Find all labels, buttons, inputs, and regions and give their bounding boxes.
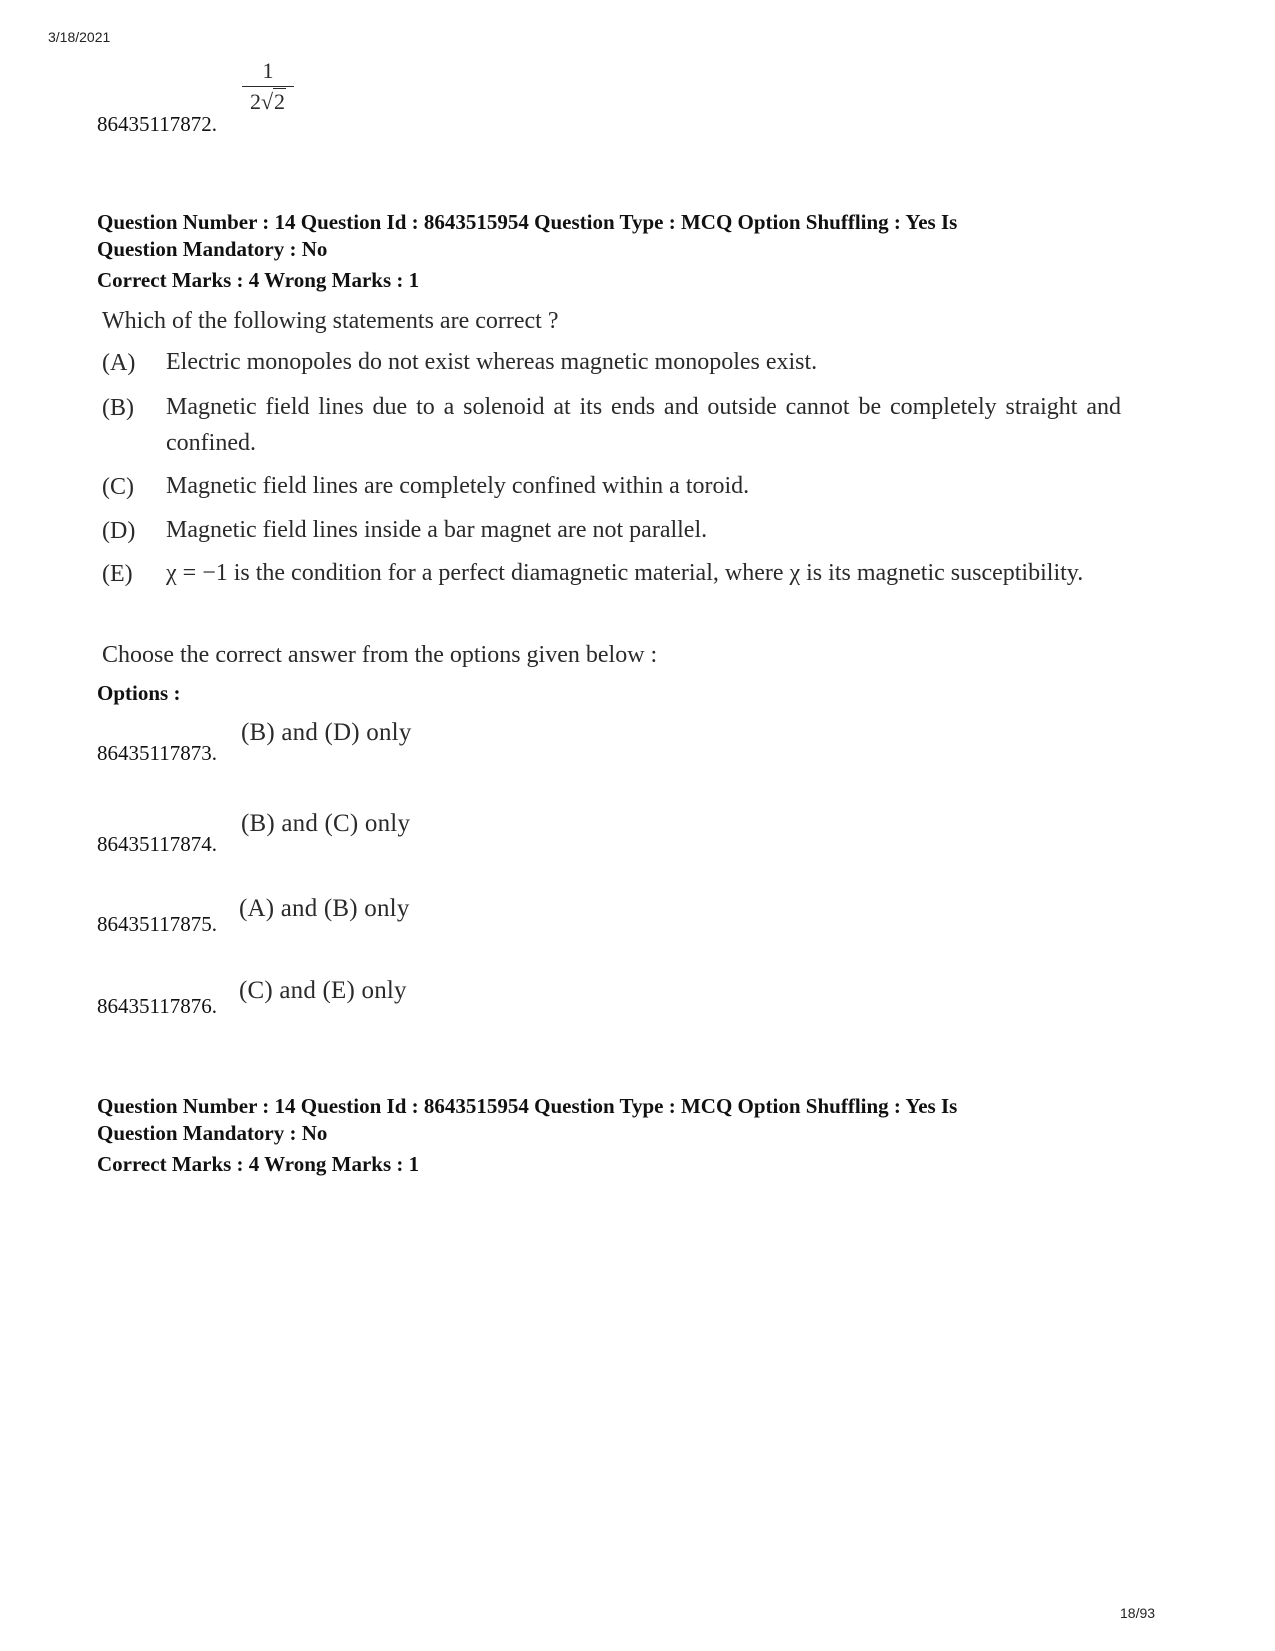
- fraction-denominator: [240, 89, 296, 115]
- next-question-marks: Correct Marks : 4 Wrong Marks : 1: [97, 1152, 420, 1176]
- statement-text: Magnetic field lines due to a solenoid at its ends and outside cannot be completely straight and confined.: [166, 394, 1121, 456]
- statement-text: χ = −1 is the condition for a perfect diamagnetic material, where χ is its magnetic susceptibility.: [166, 560, 1084, 586]
- radicand: 2: [274, 89, 286, 114]
- print-date: 3/18/2021: [48, 29, 111, 45]
- option-id: 86435117876.: [97, 994, 217, 1018]
- question-meta-line-1: Question Number : 14 Question Id : 8643515954 Question Type : MCQ Option Shuffling : Yes Is: [97, 1094, 958, 1118]
- option-text: (B) and (C) only: [241, 810, 411, 837]
- option-text: (B) and (D) only: [241, 719, 412, 746]
- denominator-coefficient: 2: [249, 89, 261, 114]
- previous-option-id: 86435117872.: [97, 112, 217, 136]
- fraction-numerator: 1: [262, 58, 274, 83]
- statement-label: (C): [102, 474, 134, 500]
- statement-label: (E): [102, 561, 133, 587]
- option-id: 86435117874.: [97, 832, 217, 856]
- statement-text: Electric monopoles do not exist whereas magnetic monopoles exist.: [166, 349, 818, 375]
- option-id: 86435117875.: [97, 912, 217, 936]
- statement-label: (D): [102, 518, 136, 544]
- option-text: (C) and (E) only: [239, 977, 407, 1004]
- statement-text: Magnetic field lines inside a bar magnet are not parallel.: [166, 517, 708, 543]
- question-meta-line-1: Question Number : 14 Question Id : 8643515954 Question Type : MCQ Option Shuffling : Yes Is: [97, 210, 958, 234]
- page-number: 18/93: [1120, 1605, 1156, 1621]
- fraction-one-over-two-root-two: [240, 58, 296, 115]
- next-question-meta: [97, 1093, 1097, 1147]
- question-marks: Correct Marks : 4 Wrong Marks : 1: [97, 268, 420, 292]
- statement-label: (A): [102, 350, 136, 376]
- question-stem: Which of the following statements are correct ?: [102, 308, 559, 334]
- option-text: (A) and (B) only: [239, 895, 410, 922]
- statement-label: (B): [102, 395, 134, 421]
- question-meta-line-2: Question Mandatory : No: [97, 237, 328, 261]
- statement-text: Magnetic field lines are completely confined within a toroid.: [166, 473, 750, 499]
- fraction-bar: [242, 86, 294, 87]
- question-meta-line-2: Question Mandatory : No: [97, 1121, 328, 1145]
- question-meta: [97, 209, 1097, 263]
- radical-sign: √: [260, 89, 274, 114]
- option-id: 86435117873.: [97, 741, 217, 765]
- answer-instruction: Choose the correct answer from the options given below :: [102, 642, 658, 668]
- options-heading: Options :: [97, 681, 181, 705]
